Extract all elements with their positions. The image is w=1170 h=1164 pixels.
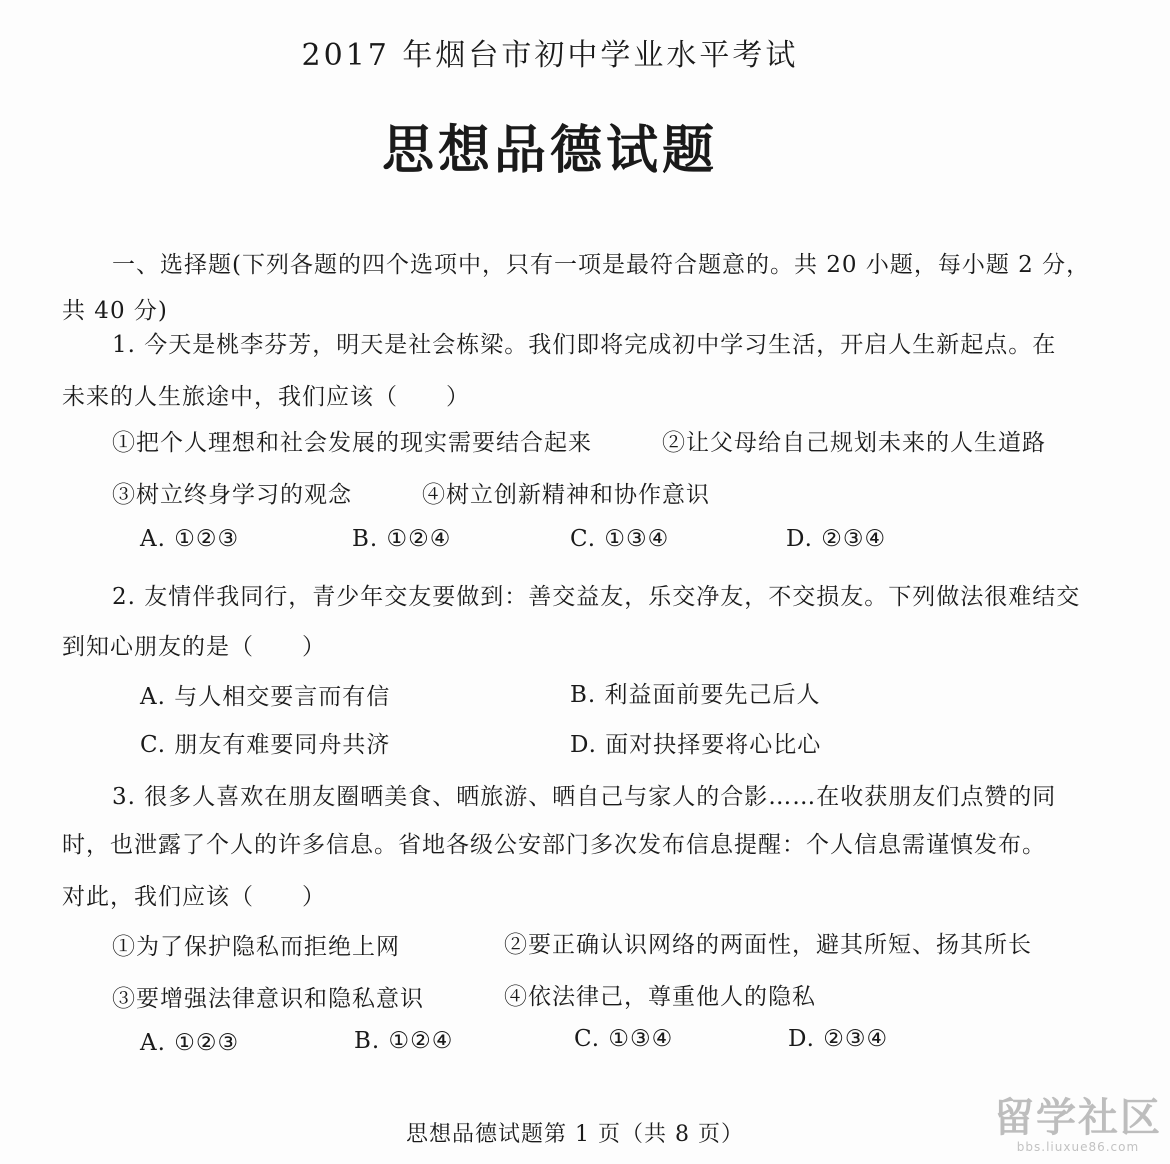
question-2-option: C. 朋友有难要同舟共济 [140,732,391,758]
question-1-item: ③树立终身学习的观念 [112,482,352,508]
question-1-stem-cont: 未来的人生旅途中，我们应该（ ） [62,384,470,410]
question-1-option: A. ①②③ [140,526,240,552]
question-3-option: B. ①②④ [354,1028,454,1054]
question-3-item: ④依法律己，尊重他人的隐私 [504,984,816,1010]
question-3-stem: 3. 很多人喜欢在朋友圈晒美食、晒旅游、晒自己与家人的合影……在收获朋友们点赞的同 [112,784,1057,810]
question-1-item: ①把个人理想和社会发展的现实需要结合起来 [112,430,592,456]
watermark-url: bbs.liuxue86.com [1016,1140,1140,1154]
page-footer: 思想品德试题第 1 页（共 8 页） [406,1122,744,1147]
question-3-stem-cont: 对此，我们应该（ ） [62,884,326,910]
site-watermark [994,1096,1162,1154]
question-3-item: ③要增强法律意识和隐私意识 [112,986,424,1012]
question-3-option: D. ②③④ [788,1026,889,1052]
section-instruction-cont: 共 40 分) [62,298,168,324]
exam-title: 2017 年烟台市初中学业水平考试 [301,38,799,73]
question-3-item: ①为了保护隐私而拒绝上网 [112,934,400,960]
question-1-item: ④树立创新精神和协作意识 [422,482,710,508]
question-1-option: B. ①②④ [352,526,452,552]
question-3-item: ②要正确认识网络的两面性，避其所短、扬其所长 [504,932,1032,958]
subject-title: 思想品德试题 [381,120,718,181]
section-instruction: 一、选择题(下列各题的四个选项中，只有一项是最符合题意的。共 20 小题，每小题 2 分， [112,252,1091,278]
question-1-option: C. ①③④ [570,526,670,552]
question-2-stem: 2. 友情伴我同行，青少年交友要做到：善交益友，乐交净友，不交损友。下列做法很难结交 [112,584,1081,610]
question-3-stem-cont: 时，也泄露了个人的许多信息。省地各级公安部门多次发布信息提醒：个人信息需谨慎发布。 [62,832,1046,858]
question-2-option: B. 利益面前要先己后人 [570,682,821,708]
question-2-stem-cont: 到知心朋友的是（ ） [62,634,326,660]
question-2-option: D. 面对抉择要将心比心 [570,732,822,758]
question-3-option: A. ①②③ [140,1030,240,1056]
question-1-option: D. ②③④ [786,526,887,552]
question-1-item: ②让父母给自己规划未来的人生道路 [662,430,1046,456]
question-3-option: C. ①③④ [574,1026,674,1052]
question-1-stem: 1. 今天是桃李芬芳，明天是社会栋梁。我们即将完成初中学习生活，开启人生新起点。在 [112,332,1057,358]
watermark-brand: 留学社区 [994,1095,1162,1141]
question-2-option: A. 与人相交要言而有信 [140,684,391,710]
